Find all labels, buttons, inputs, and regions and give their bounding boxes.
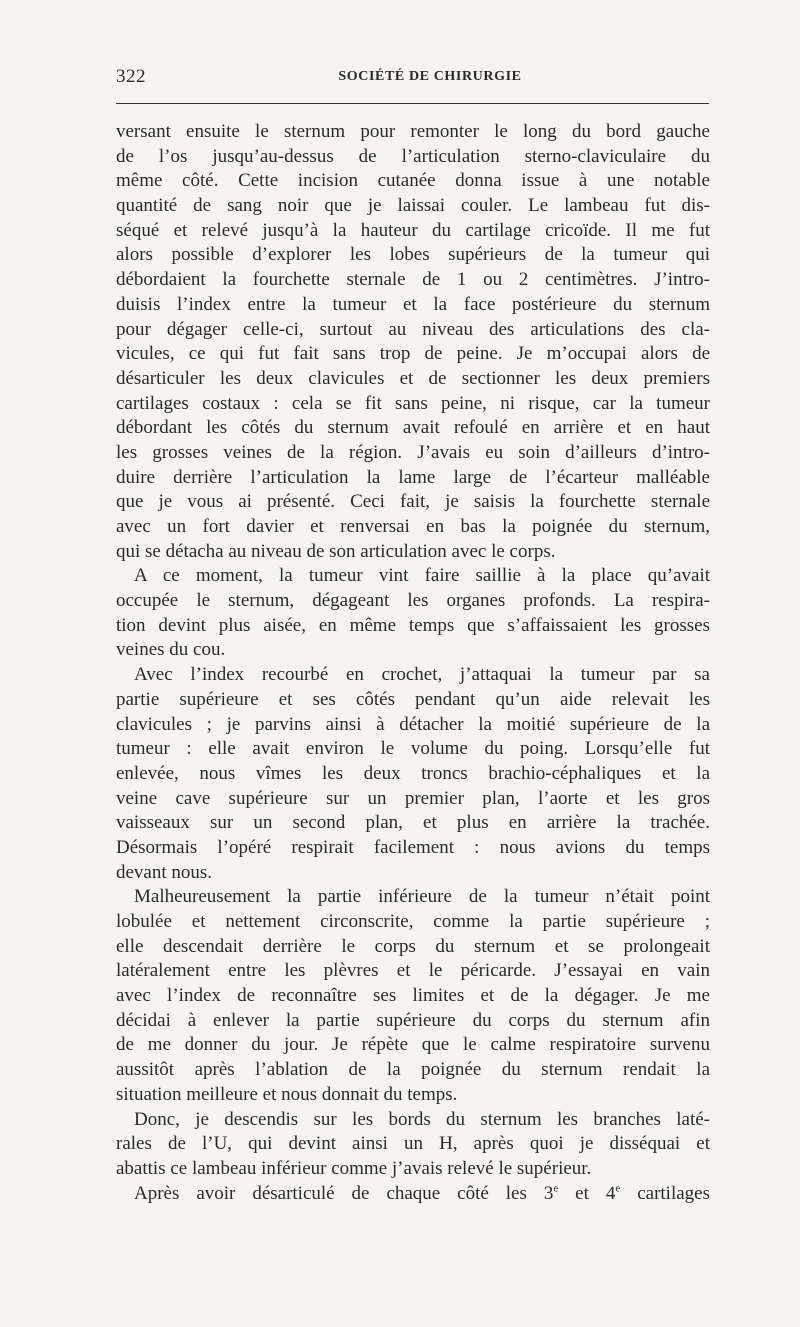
text-line: tion devint plus aisée, en même temps que s’affaissaient les grosses: [116, 614, 710, 636]
text-line: cartilages costaux : cela se fit sans peine, ni risque, car la tumeur: [116, 392, 710, 414]
text-line: veines du cou.: [116, 639, 226, 661]
text-line: Après avoir désarticulé de chaque côté les 3e et 4e cartilages: [134, 1182, 710, 1204]
text-line: situation meilleure et nous donnait du temps.: [116, 1083, 458, 1105]
text-line: séqué et relevé jusqu’à la hauteur du cartilage cricoïde. Il me fut: [116, 219, 710, 241]
text-line: abattis ce lambeau inférieur comme j’avais relevé le supérieur.: [116, 1157, 592, 1179]
text-line: aussitôt après l’ablation de la poignée du sternum rendait la: [116, 1059, 710, 1081]
text-line: occupée le sternum, dégageant les organes profonds. La respira-: [116, 590, 710, 612]
text-line: même côté. Cette incision cutanée donna issue à une notable: [116, 170, 710, 192]
text-line: avec un fort davier et renversai en bas la poignée du sternum,: [116, 516, 710, 537]
text-line: débordant les côtés du sternum avait refoulé en arrière et en haut: [116, 417, 710, 439]
text-line: avec l’index de reconnaître ses limites et de la dégager. Je me: [116, 985, 710, 1007]
text-line: elle descendait derrière le corps du sternum et se prolongeait: [116, 935, 710, 957]
text-line: veine cave supérieure sur un premier plan, l’aorte et les gros: [116, 787, 710, 809]
text-line: de l’os jusqu’au-dessus de l’articulation sterno-claviculaire du: [116, 145, 710, 167]
text-line: lobulée et nettement circonscrite, comme la partie supérieure ;: [116, 911, 710, 932]
text-line: débordaient la fourchette sternale de 1 ou 2 centimètres. J’intro-: [116, 269, 710, 291]
text-line: clavicules ; je parvins ainsi à détacher la moitié supérieure de la: [116, 713, 710, 735]
text-line: les grosses veines de la région. J’avais eu soin d’ailleurs d’intro-: [116, 441, 710, 463]
page-number: 322: [116, 66, 146, 87]
text-line: Avec l’index recourbé en crochet, j’attaquai la tumeur par sa: [134, 664, 710, 686]
text-line: désarticuler les deux clavicules et de sectionner les deux premiers: [116, 367, 710, 389]
text-line: enlevée, nous vîmes les deux troncs brachio-céphaliques et la: [116, 762, 710, 784]
text-line: latéralement entre les plèvres et le péricarde. J’essayai en vain: [116, 960, 710, 982]
text-line: vicules, ce qui fut fait sans trop de peine. Je m’occupai alors de: [116, 343, 710, 365]
text-line: tumeur : elle avait environ le volume du poing. Lorsqu’elle fut: [116, 738, 710, 760]
text-line: partie supérieure et ses côtés pendant qu’un aide relevait les: [116, 688, 710, 710]
text-line: duire derrière l’articulation la lame large de l’écarteur malléable: [116, 466, 710, 488]
text-line: quantité de sang noir que je laissai couler. Le lambeau fut dis-: [116, 195, 710, 217]
text-line: pour dégager celle-ci, surtout au niveau des articulations des cla-: [116, 318, 710, 340]
text-line: versant ensuite le sternum pour remonter le long du bord gauche: [116, 121, 710, 142]
text-line: décidai à enlever la partie supérieure du corps du sternum afin: [116, 1009, 710, 1031]
text-line: Malheureusement la partie inférieure de la tumeur n’était point: [134, 886, 710, 908]
text-line: Désormais l’opéré respirait facilement : nous avions du temps: [116, 836, 710, 858]
text-line: devant nous.: [116, 861, 213, 883]
journal-title: SOCIÉTÉ DE CHIRURGIE: [338, 69, 522, 84]
text-line: duisis l’index entre la tumeur et la face postérieure du sternum: [116, 293, 710, 315]
text-line: alors possible d’explorer les lobes supérieurs de la tumeur qui: [116, 244, 710, 266]
running-head: [116, 66, 708, 94]
body-text: [116, 120, 710, 1206]
text-line: que je vous ai présenté. Ceci fait, je saisis la fourchette sternale: [116, 491, 710, 513]
header-rule: [116, 103, 709, 104]
text-line: de me donner du jour. Je répète que le calme respiratoire survenu: [116, 1034, 710, 1056]
text-line: rales de l’U, qui devint ainsi un H, après quoi je disséquai et: [116, 1133, 710, 1155]
text-line: Donc, je descendis sur les bords du sternum les branches laté-: [134, 1108, 710, 1130]
text-line: A ce moment, la tumeur vint faire saillie à la place qu’avait: [134, 565, 710, 587]
text-line: vaisseaux sur un second plan, et plus en arrière la trachée.: [116, 812, 710, 834]
text-line: qui se détacha au niveau de son articulation avec le corps.: [116, 540, 556, 562]
